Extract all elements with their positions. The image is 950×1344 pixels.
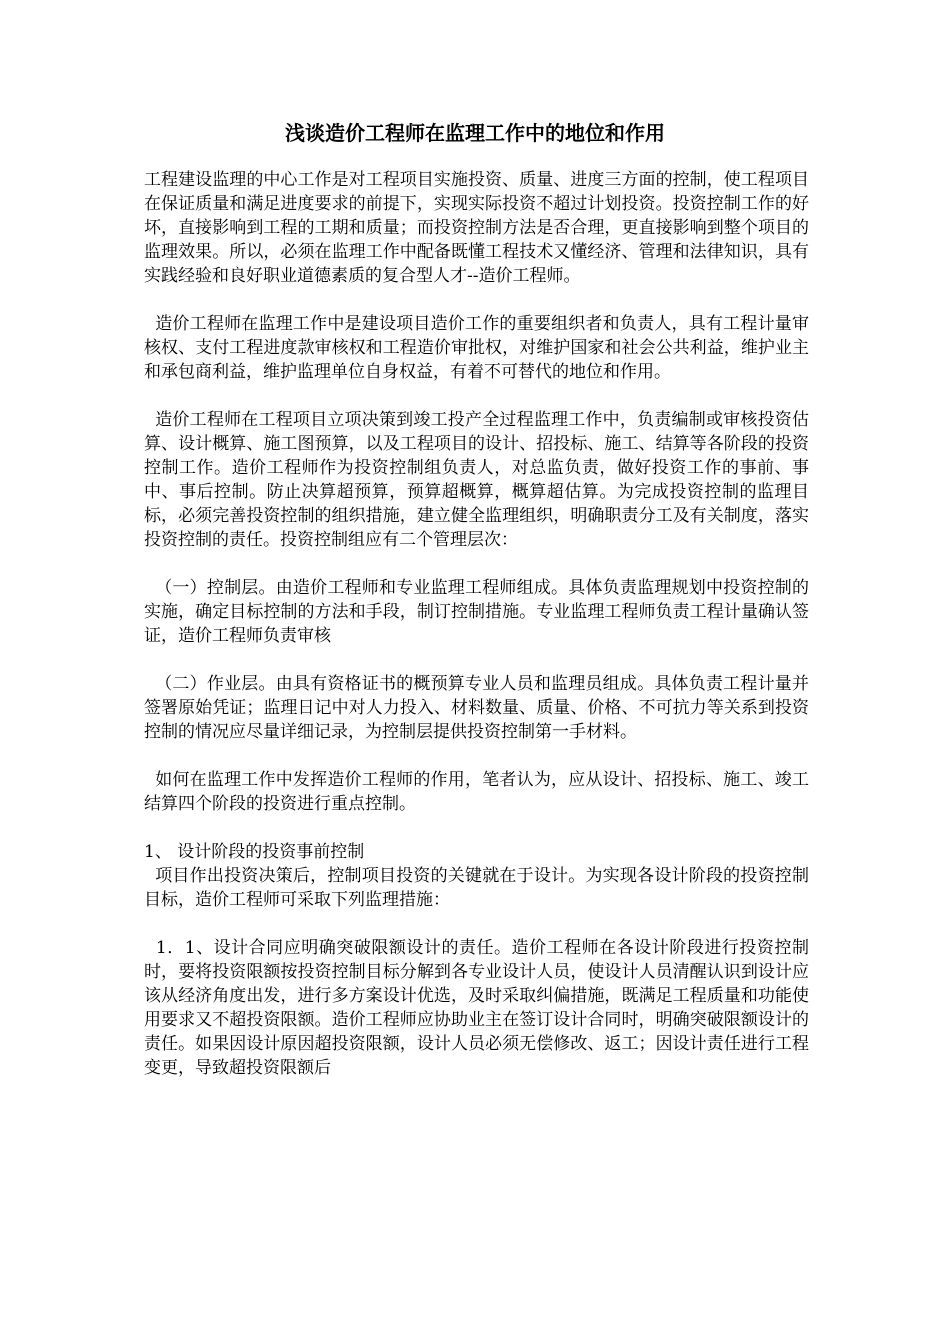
paragraph-operation-layer: （二）作业层。由具有资格证书的概预算专业人员和监理员组成。具体负责工程计量并签署原始凭证；监理日记中对人力投入、材料数量、质量、价格、不可抗力等关系到投资控制的情况应尽量详细记录，为控制层提供投资控制第一手材料。: [144, 674, 809, 742]
paragraph-design-contract: 1．1、设计合同应明确突破限额设计的责任。造价工程师在各设计阶段进行投资控制时，要将投资限额按投资控制目标分解到各专业设计人员，使设计人员清醒认识到设计应该从经济角度出发，进行多方案设计优选，及时采取纠偏措施，既满足工程质量和功能使用要求又不超投资限额。造价工程师应协助业主在签订设计合同时，明确突破限额设计的责任。如果因设计原因超投资限额，设计人员必须无偿修改、返工；因设计责任进行工程变更，导致超投资限额后: [144, 938, 809, 1078]
paragraph-process: 造价工程师在工程项目立项决策到竣工投产全过程监理工作中，负责编制或审核投资估算、设计概算、施工图预算，以及工程项目的设计、招投标、施工、结算等各阶段的投资控制工作。造价工程师作为投资控制组负责人，对总监负责，做好投资工作的事前、事中、事后控制。防止决算超预算，预算超概算，概算超估算。为完成投资控制的监理目标，必须完善投资控制的组织措施，建立健全监理组织，明确职责分工及有关制度，落实投资控制的责任。投资控制组应有二个管理层次：: [144, 410, 809, 550]
paragraph-control-layer: （一）控制层。由造价工程师和专业监理工程师组成。具体负责监理规划中投资控制的实施，确定目标控制的方法和手段，制订控制措施。专业监理工程师负责工程计量确认签证，造价工程师负责审核: [144, 578, 809, 646]
section-heading-design-stage: 1、 设计阶段的投资事前控制: [144, 842, 365, 862]
paragraph-design-stage: 项目作出投资决策后，控制项目投资的关键就在于设计。为实现各设计阶段的投资控制目标，造价工程师可采取下列监理措施：: [144, 866, 809, 910]
document-body: [144, 168, 809, 1080]
document-title: 浅谈造价工程师在监理工作中的地位和作用: [285, 121, 665, 145]
paragraph-four-stages: 如何在监理工作中发挥造价工程师的作用，笔者认为，应从设计、招投标、施工、竣工结算四个阶段的投资进行重点控制。: [144, 770, 809, 814]
paragraph-intro: 工程建设监理的中心工作是对工程项目实施投资、质量、进度三方面的控制，使工程项目在保证质量和满足进度要求的前提下，实现实际投资不超过计划投资。投资控制工作的好坏，直接影响到工程的工期和质量；而投资控制方法是否合理，更直接影响到整个项目的监理效果。所以，必须在监理工作中配备既懂工程技术又懂经济、管理和法律知识，具有实践经验和良好职业道德素质的复合型人才--造价工程师。: [144, 170, 809, 286]
paragraph-role: 造价工程师在监理工作中是建设项目造价工作的重要组织者和负责人，具有工程计量审核权、支付工程进度款审核权和工程造价审批权，对维护国家和社会公共利益，维护业主和承包商利益，维护监理单位自身权益，有着不可替代的地位和作用。: [144, 314, 809, 382]
